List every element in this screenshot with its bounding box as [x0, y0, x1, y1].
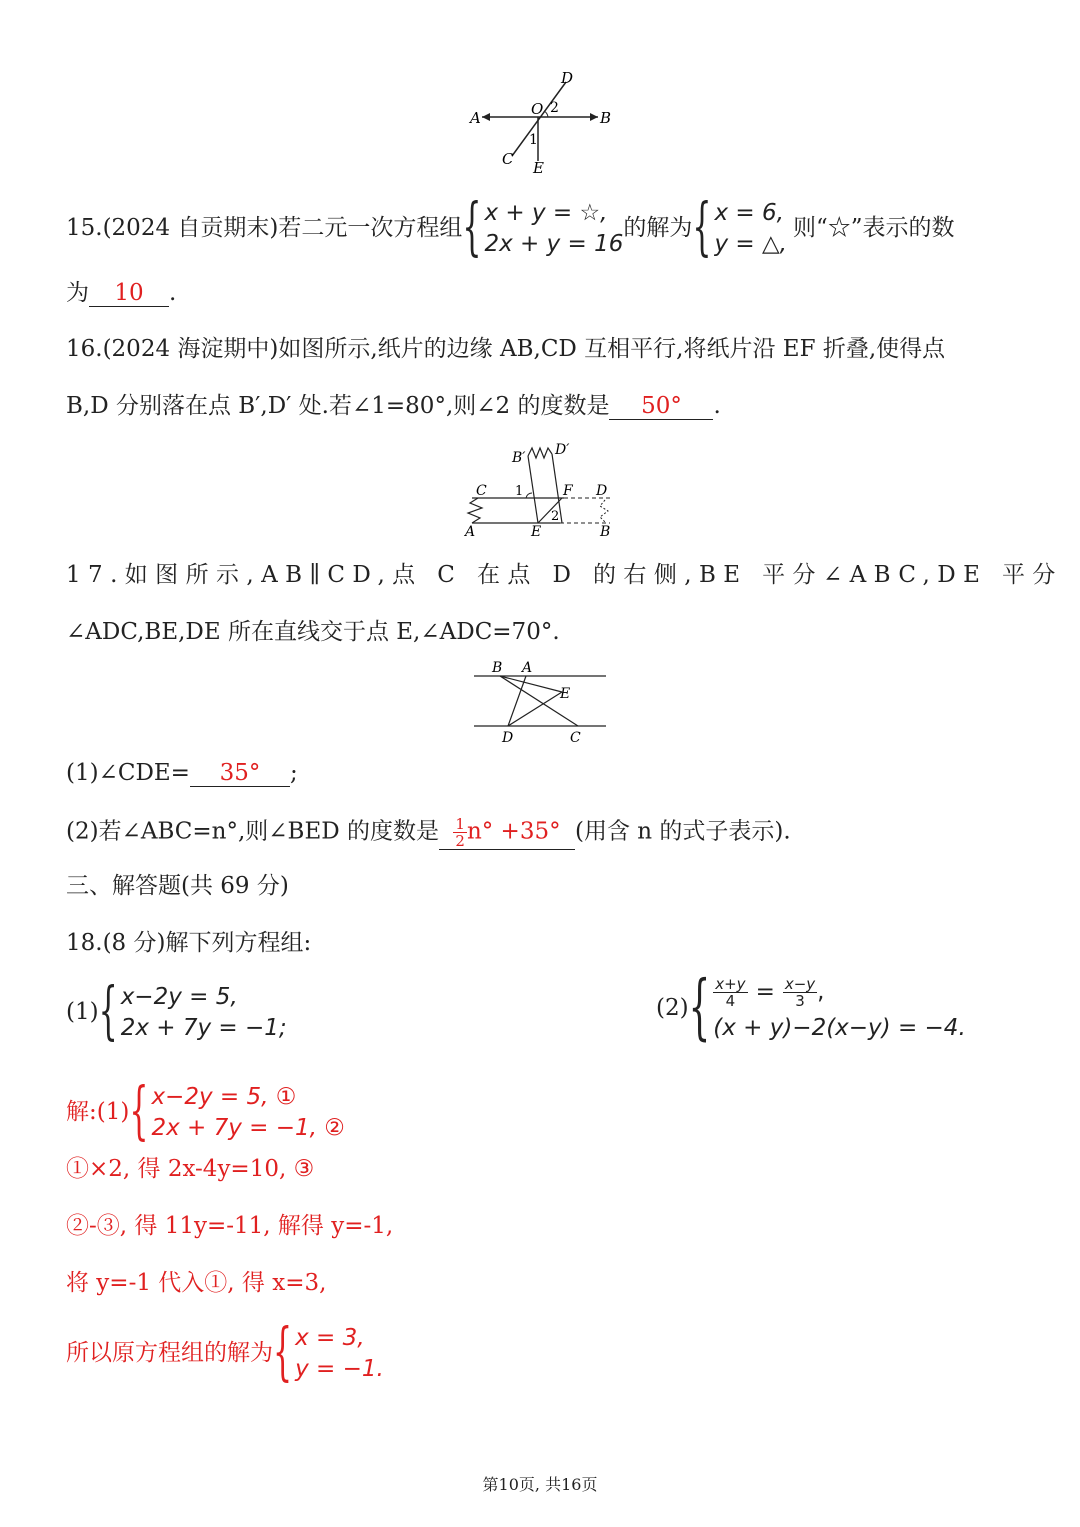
part-label: (2) [656, 995, 689, 1021]
point-label: A [470, 109, 481, 127]
equation: (x + y)−2(x−y) = −4. [713, 1015, 966, 1041]
q15-text: 的解为 [623, 215, 693, 241]
q15-text: . [169, 280, 177, 306]
question-15-answer-line [66, 278, 176, 308]
equation: 2x + 7y = −1; [120, 1015, 287, 1041]
point-label: B [492, 660, 503, 676]
equals-sign: = [755, 979, 775, 1005]
answer-blank: 50° [609, 393, 713, 420]
equation: y = △, [714, 231, 787, 257]
equation-system: { x + y = ☆, 2x + y = 16 [462, 191, 624, 265]
equation: y = −1. [295, 1356, 384, 1382]
point-label: A [465, 524, 476, 540]
equation: x = 3, [295, 1325, 365, 1351]
fraction-numerator: 1 [455, 815, 465, 833]
question-18-part2 [656, 966, 966, 1050]
equation: x = 6, [714, 200, 784, 226]
question-15 [66, 191, 955, 265]
q17-text: (1)∠CDE= [66, 760, 190, 786]
equation: x + y = ☆, [484, 200, 608, 226]
figure-parallel-lines [468, 656, 613, 748]
point-label: E [560, 686, 571, 702]
answer-text: n° +35° [466, 818, 561, 845]
answer-blank [439, 816, 575, 850]
figure-intersecting-lines [460, 66, 630, 178]
point-label: C [502, 150, 514, 168]
solution-part1 [66, 1075, 345, 1149]
solution-system: { x = 6, y = △, [692, 191, 787, 265]
equation-system: { x−2y = 5, 2x + 7y = −1; [98, 975, 287, 1049]
angle-label: 1 [529, 132, 538, 148]
fraction [783, 976, 817, 1009]
q15-text: 15.(2024 自贡期末)若二元一次方程组 [66, 215, 463, 241]
question-18-part1 [66, 975, 287, 1049]
equation: x−2y = 5, ① [151, 1084, 297, 1110]
equation: 2x + 7y = −1, ② [151, 1115, 345, 1141]
solution-step: ②-③, 得 11y=-11, 解得 y=-1, [66, 1213, 394, 1239]
q15-text: 为 [66, 280, 89, 306]
q15-text: 则“☆”表示的数 [793, 215, 955, 241]
point-label: B [600, 109, 612, 127]
point-label: F [563, 483, 573, 499]
point-label: D′ [555, 442, 570, 458]
fraction [453, 816, 467, 849]
q16-text: . [713, 393, 721, 419]
point-label: C [570, 730, 581, 746]
q17-text: (用含 n 的式子表示). [575, 818, 791, 845]
question-17-line2: ∠ADC,BE,DE 所在直线交于点 E,∠ADC=70°. [66, 619, 560, 645]
solution-label: 解:(1) [66, 1099, 130, 1125]
point-label: D [596, 483, 608, 499]
comma: , [817, 979, 825, 1005]
question-16-line1: 16.(2024 海淀期中)如图所示,纸片的边缘 AB,CD 互相平行,将纸片沿 EF 折叠,使得点 [66, 336, 946, 362]
point-label: O [531, 100, 544, 118]
question-18-title: 18.(8 分)解下列方程组: [66, 930, 312, 956]
section-heading: 三、解答题(共 69 分) [66, 873, 289, 899]
solution-text: 所以原方程组的解为 [66, 1340, 273, 1366]
q17-text: (2)若∠ABC=n°,则∠BED 的度数是 [66, 818, 439, 845]
solution-step: ①×2, 得 2x-4y=10, ③ [66, 1156, 315, 1182]
part-label: (1) [66, 999, 99, 1025]
figure-folded-paper [460, 438, 620, 542]
question-17-line1: 17.如图所示,AB∥CD,点 C 在点 D 的右侧,BE 平分∠ABC,DE 平分 [66, 562, 1063, 588]
point-label: B [600, 524, 611, 540]
point-label: B′ [512, 450, 526, 466]
point-label: D [561, 69, 574, 87]
point-label: D [502, 730, 514, 746]
page-footer: 第10页, 共16页 [482, 1475, 598, 1494]
equation: 2x + y = 16 [484, 231, 624, 257]
answer-blank: 10 [89, 280, 169, 307]
equation: x−2y = 5, [120, 984, 238, 1010]
fraction-denominator: 3 [795, 991, 805, 1010]
solution-system: { x = 3, y = −1. [273, 1316, 384, 1390]
fraction-denominator: 2 [455, 832, 465, 850]
point-label: C [476, 483, 487, 499]
point-label: E [531, 524, 542, 540]
solution-step: 将 y=-1 代入①, 得 x=3, [66, 1270, 327, 1296]
point-label: E [533, 159, 544, 177]
angle-label: 2 [550, 100, 559, 116]
fraction-numerator: x−y [784, 974, 816, 993]
question-16-line2 [66, 391, 721, 421]
equation-system: { x−2y = 5, ① 2x + 7y = −1, ② [129, 1075, 345, 1149]
fraction-numerator: x+y [715, 974, 746, 993]
angle-label: 1 [515, 484, 524, 499]
point-label: A [522, 660, 533, 676]
solution-conclusion [66, 1316, 384, 1390]
fraction-denominator: 4 [725, 991, 736, 1010]
fraction [713, 976, 747, 1009]
angle-label: 2 [551, 509, 560, 524]
answer-blank: 35° [190, 760, 290, 787]
question-17-part1 [66, 758, 298, 788]
question-17-part2 [66, 816, 791, 850]
q17-text: ; [289, 760, 298, 786]
equation-system: { $\frac{x+y}{4}$ = $\frac{x-y}{3}$ , (x + y)−2(x−y) = −4. [688, 966, 966, 1050]
q16-text: B,D 分别落在点 B′,D′ 处.若∠1=80°,则∠2 的度数是 [66, 393, 610, 419]
